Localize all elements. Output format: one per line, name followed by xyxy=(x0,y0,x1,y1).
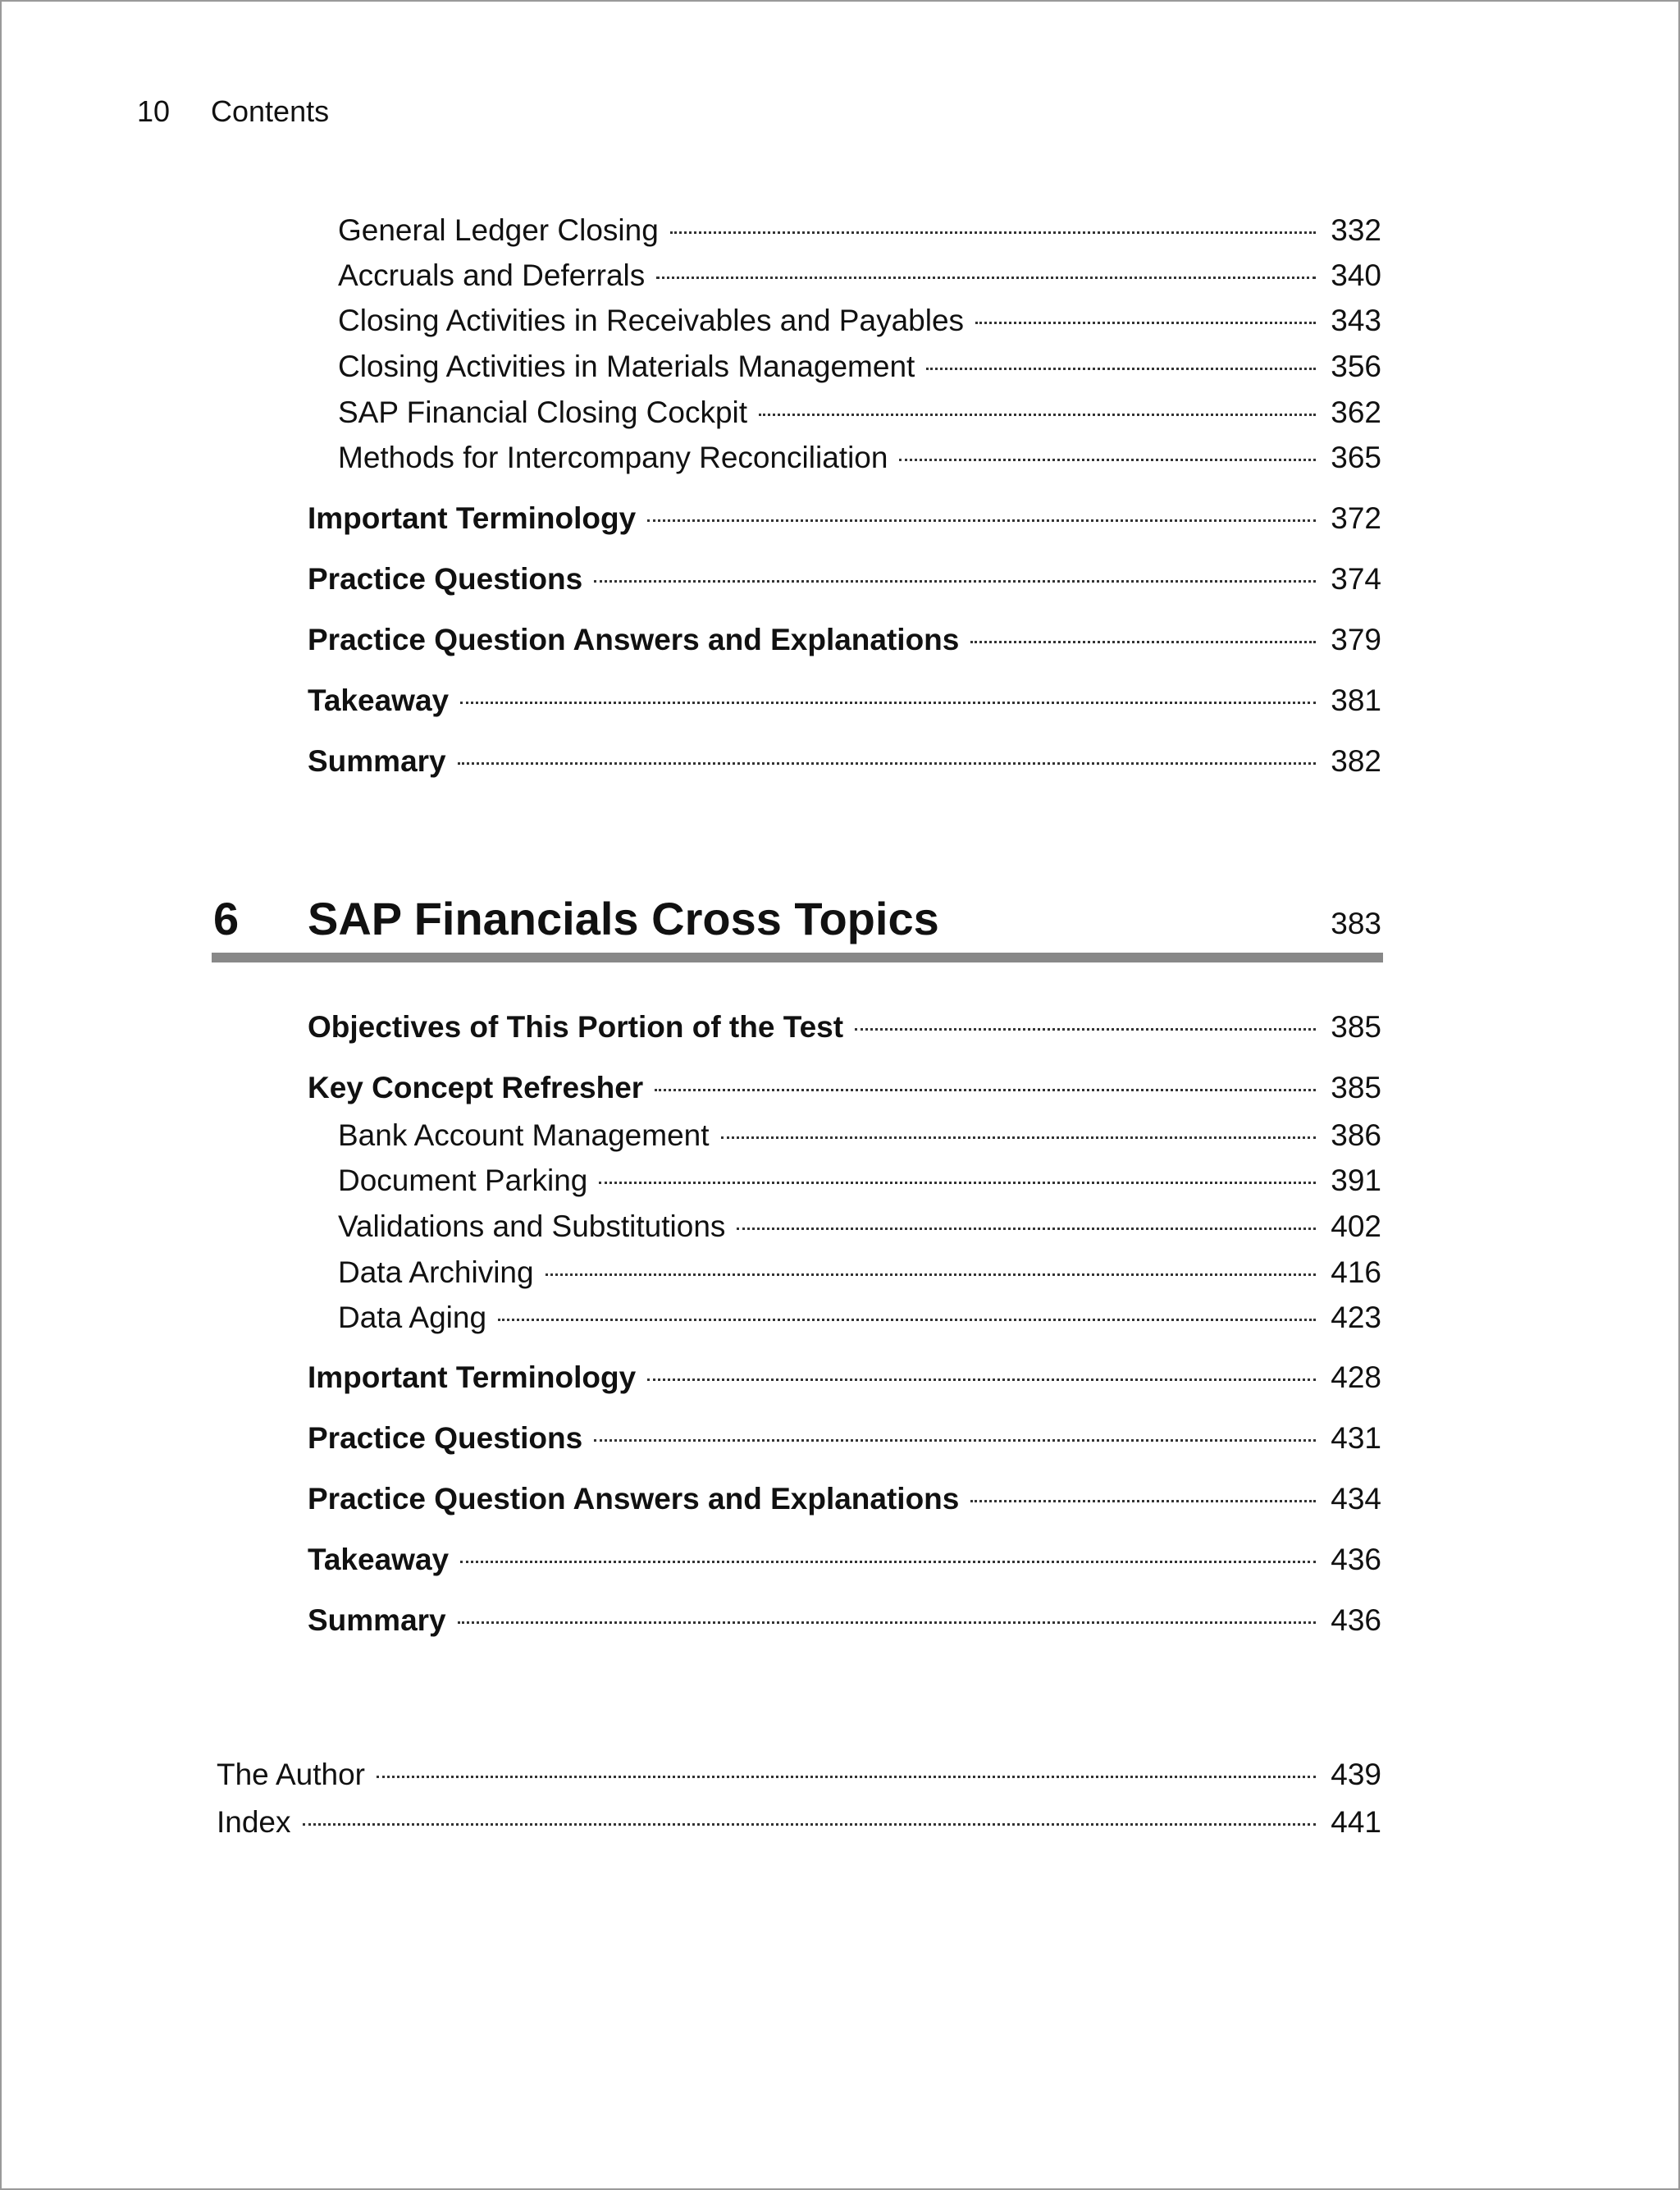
toc-section[interactable] xyxy=(308,682,1381,720)
toc-entry-label: General Ledger Closing xyxy=(338,213,659,247)
toc-section[interactable] xyxy=(308,1420,1381,1457)
running-head xyxy=(137,94,329,129)
toc-entry-label: Data Aging xyxy=(338,1301,487,1334)
dot-leader xyxy=(721,1136,1317,1139)
chapter-number: 6 xyxy=(213,893,240,944)
dot-leader xyxy=(737,1228,1316,1230)
toc-section[interactable] xyxy=(308,1602,1381,1639)
toc-section-page: 379 xyxy=(1331,623,1381,656)
toc-entry-label: Document Parking xyxy=(338,1164,588,1197)
toc-back-entry[interactable] xyxy=(217,1804,1381,1840)
page-number: 10 xyxy=(137,94,171,128)
toc-section-page: 372 xyxy=(1331,501,1381,535)
chapter-title: SAP Financials Cross Topics xyxy=(308,893,939,944)
toc-entry-page: 423 xyxy=(1331,1301,1381,1334)
toc-section-label: Important Terminology xyxy=(308,1360,637,1394)
toc-back-label: Index xyxy=(217,1805,291,1839)
dot-leader xyxy=(926,368,1316,370)
dot-leader xyxy=(855,1028,1316,1031)
toc-entry-page: 386 xyxy=(1331,1118,1381,1152)
toc-entry-page: 362 xyxy=(1331,395,1381,429)
toc-entry-label: SAP Financial Closing Cockpit xyxy=(338,395,748,429)
toc-entry-label: Methods for Intercompany Reconciliation xyxy=(338,441,888,474)
dot-leader xyxy=(970,1500,1316,1502)
dot-leader xyxy=(546,1273,1317,1276)
toc-entry-label: Closing Activities in Receivables and Payables xyxy=(338,304,965,337)
toc-entry[interactable] xyxy=(338,440,1381,476)
toc-section[interactable] xyxy=(308,560,1381,598)
toc-entry-page: 343 xyxy=(1331,304,1381,337)
toc-entry[interactable] xyxy=(338,349,1381,385)
toc-section-page: 434 xyxy=(1331,1482,1381,1516)
toc-section[interactable] xyxy=(308,1069,1381,1107)
dot-leader xyxy=(599,1182,1316,1184)
toc-section[interactable] xyxy=(308,1008,1381,1046)
dot-leader xyxy=(759,414,1316,416)
chapter-rule xyxy=(212,953,1383,962)
toc-section-page: 382 xyxy=(1331,744,1381,778)
toc-entry-page: 356 xyxy=(1331,350,1381,383)
toc-section-label: Key Concept Refresher xyxy=(308,1071,644,1104)
toc-entry-page: 340 xyxy=(1331,258,1381,292)
dot-leader xyxy=(647,1378,1316,1381)
dot-leader xyxy=(498,1319,1316,1321)
toc-section[interactable] xyxy=(308,621,1381,659)
toc-section-page: 385 xyxy=(1331,1010,1381,1044)
toc-entry-label: Accruals and Deferrals xyxy=(338,258,646,292)
toc-entry-label: Data Archiving xyxy=(338,1255,534,1289)
toc-back-label: The Author xyxy=(217,1758,366,1791)
toc-entry-page: 391 xyxy=(1331,1164,1381,1197)
toc-section-label: Takeaway xyxy=(308,684,450,717)
dot-leader xyxy=(655,1089,1316,1091)
toc-section-page: 431 xyxy=(1331,1421,1381,1455)
dot-leader xyxy=(303,1823,1317,1826)
toc-back-page: 441 xyxy=(1331,1805,1381,1839)
toc-entry-page: 402 xyxy=(1331,1209,1381,1243)
dot-leader xyxy=(458,1621,1317,1624)
toc-section-label: Practice Questions xyxy=(308,1421,583,1455)
dot-leader xyxy=(460,702,1316,704)
toc-section-label: Objectives of This Portion of the Test xyxy=(308,1010,844,1044)
toc-entry[interactable] xyxy=(338,1300,1381,1336)
toc-section-label: Important Terminology xyxy=(308,501,637,535)
dot-leader xyxy=(670,231,1316,234)
toc-entry-label: Closing Activities in Materials Management xyxy=(338,350,915,383)
dot-leader xyxy=(458,762,1317,765)
dot-leader xyxy=(970,641,1316,643)
chapter-heading[interactable] xyxy=(213,893,1381,945)
toc-section-page: 385 xyxy=(1331,1071,1381,1104)
toc-back-page: 439 xyxy=(1331,1758,1381,1791)
dot-leader xyxy=(899,459,1316,461)
running-head-title: Contents xyxy=(211,94,330,128)
toc-section[interactable] xyxy=(308,1480,1381,1518)
toc-entry[interactable] xyxy=(338,303,1381,339)
toc-entry[interactable] xyxy=(338,1163,1381,1199)
toc-section[interactable] xyxy=(308,1359,1381,1397)
dot-leader xyxy=(975,322,1316,324)
toc-section-page: 381 xyxy=(1331,684,1381,717)
toc-section-label: Practice Question Answers and Explanations xyxy=(308,623,960,656)
toc-entry-label: Validations and Substitutions xyxy=(338,1209,726,1243)
toc-section-page: 428 xyxy=(1331,1360,1381,1394)
toc-section-label: Takeaway xyxy=(308,1543,450,1576)
toc-section[interactable] xyxy=(308,1541,1381,1579)
dot-leader xyxy=(460,1561,1316,1563)
toc-section-page: 436 xyxy=(1331,1603,1381,1637)
dot-leader xyxy=(656,277,1316,279)
toc-entry[interactable] xyxy=(338,395,1381,431)
toc-section-page: 436 xyxy=(1331,1543,1381,1576)
toc-entry[interactable] xyxy=(338,1118,1381,1154)
toc-entry-page: 416 xyxy=(1331,1255,1381,1289)
dot-leader xyxy=(647,519,1316,522)
toc-entry[interactable] xyxy=(338,258,1381,294)
toc-entry-page: 365 xyxy=(1331,441,1381,474)
chapter-page: 383 xyxy=(1331,907,1381,940)
dot-leader xyxy=(594,580,1316,583)
toc-entry[interactable] xyxy=(338,213,1381,249)
toc-back-entry[interactable] xyxy=(217,1757,1381,1793)
toc-section-label: Summary xyxy=(308,744,446,778)
toc-section[interactable] xyxy=(308,743,1381,780)
toc-entry-page: 332 xyxy=(1331,213,1381,247)
toc-entry[interactable] xyxy=(338,1209,1381,1245)
dot-leader xyxy=(377,1776,1316,1778)
dot-leader xyxy=(594,1439,1316,1442)
toc-section-label: Practice Question Answers and Explanations xyxy=(308,1482,960,1516)
toc-section[interactable] xyxy=(308,500,1381,537)
toc-section-page: 374 xyxy=(1331,562,1381,596)
toc-section-label: Practice Questions xyxy=(308,562,583,596)
toc-entry-label: Bank Account Management xyxy=(338,1118,710,1152)
toc-entry[interactable] xyxy=(338,1255,1381,1291)
toc-section-label: Summary xyxy=(308,1603,446,1637)
